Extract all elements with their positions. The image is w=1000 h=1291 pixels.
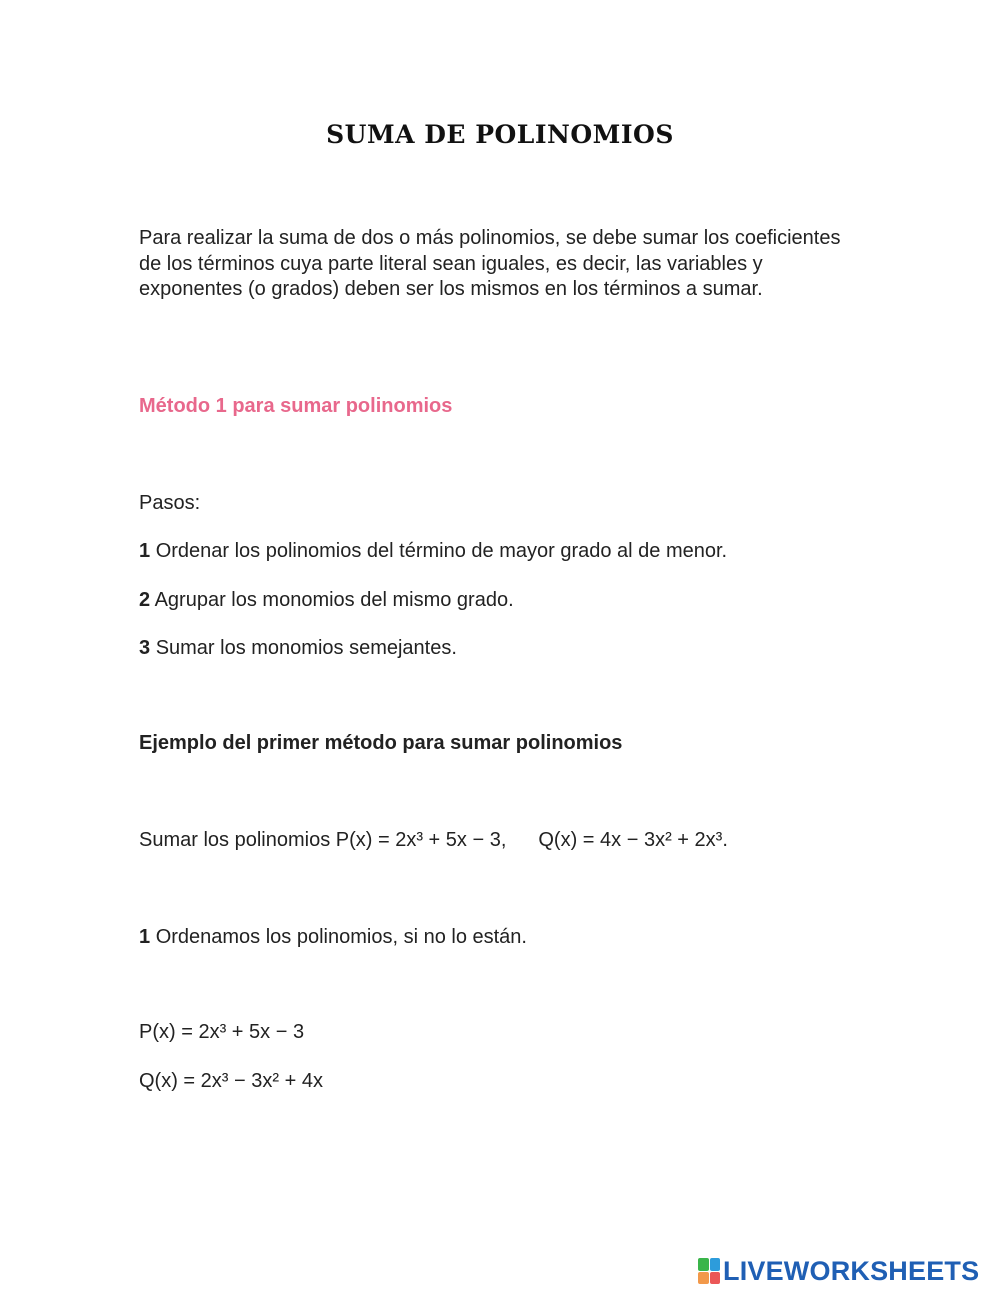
example-step bbox=[139, 926, 527, 949]
steps-label: Pasos: bbox=[139, 492, 201, 514]
liveworksheets-logo bbox=[698, 1256, 979, 1286]
step-item bbox=[139, 540, 727, 563]
step-item bbox=[139, 637, 457, 660]
step-number: 2 bbox=[139, 589, 151, 611]
statement-q: Q(x) = 4x − 3x² + 2x³. bbox=[538, 829, 728, 851]
step-text: Ordenar los polinomios del término de mayor grado al de menor. bbox=[155, 540, 728, 562]
q-ordered: Q(x) = 2x³ − 3x² + 4x bbox=[139, 1070, 323, 1092]
step-text: Sumar los monomios semejantes. bbox=[155, 637, 457, 659]
example-statement bbox=[139, 829, 728, 852]
step-number: 3 bbox=[139, 637, 151, 659]
intro-paragraph: Para realizar la suma de dos o más polinomios, se debe sumar los coeficientes de los términos cuya parte literal sean iguales, es decir, las variables y exponentes (o grados) deben ser los mismos en los términos a sumar. bbox=[139, 227, 841, 300]
step-text: Agrupar los monomios del mismo grado. bbox=[154, 589, 514, 611]
logo-text: LIVEWORKSHEETS bbox=[723, 1255, 980, 1286]
method-heading: Método 1 para sumar polinomios bbox=[139, 395, 453, 417]
page-title: SUMA DE POLINOMIOS bbox=[326, 120, 674, 149]
statement-p: Sumar los polinomios P(x) = 2x³ + 5x − 3, bbox=[139, 829, 507, 851]
liveworksheets-logo-icon bbox=[698, 1258, 720, 1284]
step-item bbox=[139, 589, 514, 612]
example-step-text: Ordenamos los polinomios, si no lo están. bbox=[155, 926, 527, 948]
step-number: 1 bbox=[139, 540, 151, 562]
example-heading: Ejemplo del primer método para sumar polinomios bbox=[139, 732, 623, 754]
example-step-number: 1 bbox=[139, 926, 151, 948]
p-ordered: P(x) = 2x³ + 5x − 3 bbox=[139, 1021, 305, 1043]
